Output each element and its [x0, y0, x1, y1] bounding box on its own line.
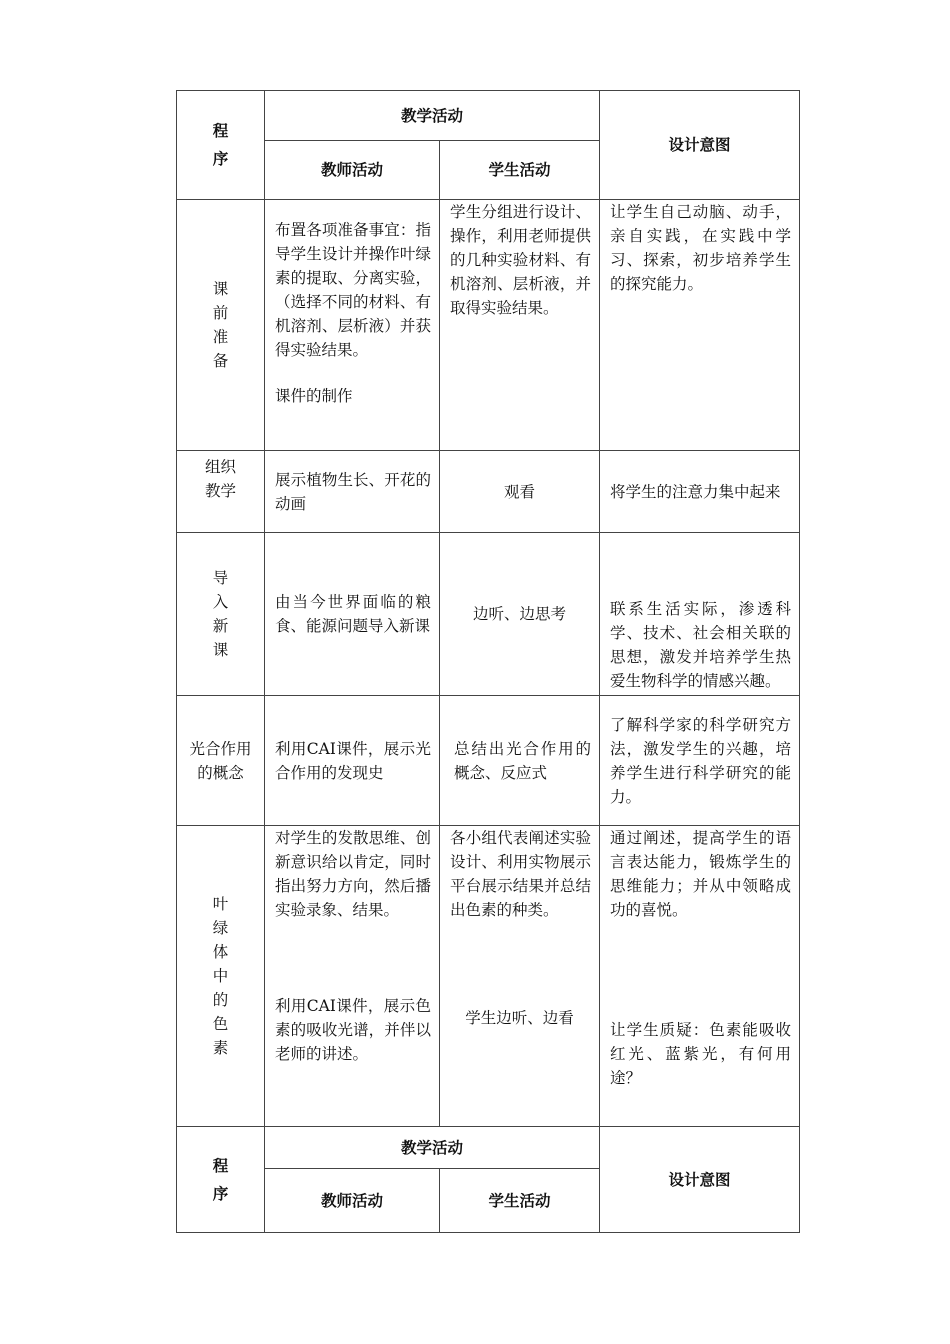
header-student-activity: 学生活动	[440, 1169, 600, 1233]
design-intent-text: 通过阐述，提高学生的语言表达能力，锻炼学生的思维能力；并从中领略成功的喜悦。	[610, 829, 792, 919]
procedure-char: 体	[212, 943, 229, 961]
procedure-cell	[177, 200, 265, 451]
teacher-activity-cell	[265, 696, 440, 826]
procedure-char: 的	[212, 991, 229, 1009]
design-intent-cell	[600, 533, 800, 696]
procedure-line: 的概念	[197, 763, 244, 782]
table-row	[177, 200, 800, 451]
header-teacher-activity: 教师活动	[265, 1169, 440, 1233]
table-row	[177, 826, 800, 1127]
header-row-repeat	[177, 1127, 800, 1169]
student-activity-text: 总结出光合作用的概念、反应式	[454, 739, 592, 782]
procedure-char: 叶	[212, 895, 229, 913]
teacher-activity-extra: 课件的制作	[275, 387, 353, 405]
student-activity-cell: 观看	[440, 451, 600, 533]
procedure-char: 准	[212, 328, 229, 346]
procedure-char: 素	[212, 1039, 229, 1057]
design-intent-cell	[600, 200, 800, 451]
header-student-activity: 学生活动	[440, 141, 600, 200]
table-row	[177, 451, 800, 533]
teacher-activity-text: 布置各项准备事宜：指导学生设计并操作叶绿素的提取、分离实验，（选择不同的材料、有机溶剂、层析液）并获得实验结果。	[275, 221, 431, 359]
teacher-activity-text: 利用CAI课件，展示光合作用的发现史	[275, 739, 431, 782]
header-procedure	[177, 91, 265, 200]
design-intent-text: 了解科学家的科学研究方法，激发学生的兴趣，培养学生进行科学研究的能力。	[610, 715, 792, 806]
student-activity-cell: 边听、边思考	[440, 533, 600, 696]
header-procedure-char: 序	[212, 149, 229, 168]
header-teaching-activity: 教学活动	[265, 1127, 600, 1169]
design-intent-cell	[600, 451, 800, 533]
student-activity-text: 各小组代表阐述实验设计、利用实物展示平台展示结果并总结出色素的种类。	[450, 829, 592, 919]
procedure-cell	[177, 826, 265, 1127]
procedure-line: 光合作用	[189, 739, 252, 758]
table-row	[177, 533, 800, 696]
table-row	[177, 696, 800, 826]
procedure-char: 备	[212, 352, 229, 370]
design-intent-text: 将学生的注意力集中起来	[610, 482, 781, 501]
procedure-char: 入	[212, 593, 229, 611]
header-procedure-char: 序	[212, 1183, 229, 1203]
header-procedure-char: 程	[212, 121, 229, 140]
student-activity-cell	[440, 200, 600, 451]
header-design-intent: 设计意图	[600, 1127, 800, 1233]
procedure-line: 组织	[204, 458, 236, 476]
teacher-activity-cell	[265, 826, 440, 1127]
teacher-activity-cell	[265, 451, 440, 533]
student-activity-cell	[440, 826, 600, 1127]
procedure-char: 导	[212, 569, 229, 587]
design-intent-text: 让学生自己动脑、动手，亲自实践，在实践中学习、探索，初步培养学生的探究能力。	[610, 203, 792, 293]
teacher-activity-text: 对学生的发散思维、创新意识给以肯定，同时指出努力方向，然后播实验录象、结果。	[275, 829, 431, 919]
student-activity-extra: 学生边听、边看	[465, 1009, 574, 1027]
teacher-activity-text: 由当今世界面临的粮食、能源问题导入新课	[275, 593, 431, 635]
header-procedure	[177, 1127, 265, 1233]
teacher-activity-cell	[265, 533, 440, 696]
procedure-char: 色	[212, 1015, 229, 1033]
design-intent-cell	[600, 696, 800, 826]
procedure-char: 新	[212, 617, 229, 635]
header-teacher-activity: 教师活动	[265, 141, 440, 200]
procedure-char: 中	[212, 967, 229, 985]
procedure-char: 绿	[212, 919, 229, 937]
teacher-activity-text: 展示植物生长、开花的动画	[275, 470, 431, 513]
procedure-char: 前	[212, 304, 229, 322]
student-activity-cell	[440, 696, 600, 826]
procedure-char: 课	[212, 280, 229, 298]
student-activity-text: 学生分组进行设计、操作，利用老师提供的几种实验材料、有机溶剂、层析液，并取得实验结果。	[450, 203, 592, 317]
procedure-cell	[177, 451, 265, 533]
header-teaching-activity: 教学活动	[265, 91, 600, 141]
header-procedure-char: 程	[212, 1155, 229, 1175]
lesson-plan-table	[176, 90, 800, 1233]
procedure-line: 教学	[204, 482, 236, 500]
design-intent-extra: 让学生质疑：色素能吸收红光、蓝紫光，有何用途？	[610, 1021, 792, 1087]
header-row	[177, 91, 800, 141]
header-design-intent: 设计意图	[600, 91, 800, 200]
design-intent-cell	[600, 826, 800, 1127]
teacher-activity-extra: 利用CAI课件，展示色素的吸收光谱，并伴以老师的讲述。	[275, 997, 431, 1063]
procedure-cell	[177, 696, 265, 826]
procedure-cell	[177, 533, 265, 696]
procedure-char: 课	[212, 641, 229, 659]
teacher-activity-cell	[265, 200, 440, 451]
design-intent-text: 联系生活实际，渗透科学、技术、社会相关联的思想，激发并培养学生热爱生物科学的情感兴趣。	[610, 600, 792, 690]
